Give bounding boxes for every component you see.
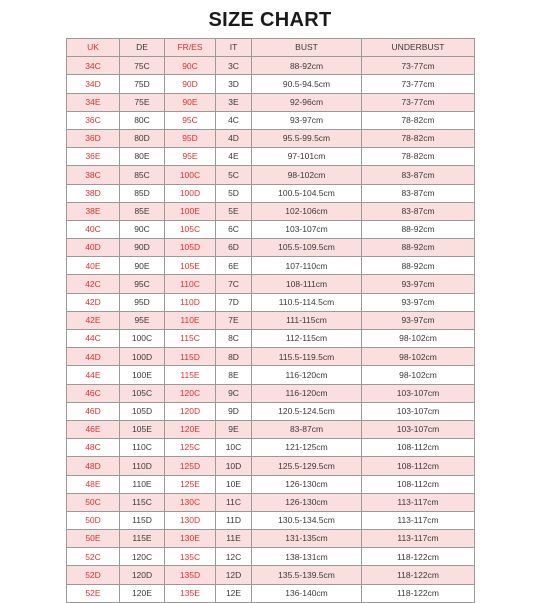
cell-de: 75E <box>120 93 165 111</box>
cell-de: 75D <box>120 75 165 93</box>
header-uk: UK <box>67 39 120 57</box>
cell-it: 6D <box>216 239 252 257</box>
table-row <box>67 493 475 511</box>
cell-underbust: 78-82cm <box>362 148 475 166</box>
cell-underbust: 73-77cm <box>362 93 475 111</box>
cell-uk: 38D <box>67 184 120 202</box>
cell-uk: 34C <box>67 57 120 75</box>
cell-fr-es: 135D <box>165 566 216 584</box>
cell-fr-es: 105E <box>165 257 216 275</box>
cell-uk: 40E <box>67 257 120 275</box>
table-row <box>67 166 475 184</box>
cell-bust: 98-102cm <box>252 166 362 184</box>
cell-it: 11D <box>216 511 252 529</box>
table-row <box>67 530 475 548</box>
cell-bust: 120.5-124.5cm <box>252 402 362 420</box>
cell-bust: 112-115cm <box>252 330 362 348</box>
cell-de: 80D <box>120 129 165 147</box>
cell-bust: 95.5-99.5cm <box>252 129 362 147</box>
cell-uk: 40C <box>67 220 120 238</box>
table-row <box>67 275 475 293</box>
cell-uk: 46D <box>67 402 120 420</box>
cell-it: 12E <box>216 584 252 602</box>
cell-fr-es: 115C <box>165 330 216 348</box>
cell-uk: 42E <box>67 311 120 329</box>
cell-underbust: 93-97cm <box>362 311 475 329</box>
cell-bust: 130.5-134.5cm <box>252 511 362 529</box>
cell-de: 85D <box>120 184 165 202</box>
table-row <box>67 129 475 147</box>
cell-fr-es: 130E <box>165 530 216 548</box>
cell-fr-es: 130C <box>165 493 216 511</box>
cell-bust: 100.5-104.5cm <box>252 184 362 202</box>
cell-bust: 103-107cm <box>252 220 362 238</box>
table-row <box>67 584 475 602</box>
table-row <box>67 57 475 75</box>
table-row <box>67 93 475 111</box>
cell-fr-es: 90D <box>165 75 216 93</box>
cell-fr-es: 95E <box>165 148 216 166</box>
cell-de: 110E <box>120 475 165 493</box>
cell-uk: 46C <box>67 384 120 402</box>
cell-fr-es: 105D <box>165 239 216 257</box>
cell-bust: 110.5-114.5cm <box>252 293 362 311</box>
cell-fr-es: 125E <box>165 475 216 493</box>
cell-fr-es: 110D <box>165 293 216 311</box>
cell-underbust: 118-122cm <box>362 548 475 566</box>
cell-uk: 38C <box>67 166 120 184</box>
cell-it: 7C <box>216 275 252 293</box>
cell-bust: 138-131cm <box>252 548 362 566</box>
table-row <box>67 330 475 348</box>
cell-fr-es: 90C <box>165 57 216 75</box>
header-de: DE <box>120 39 165 57</box>
header-row <box>67 39 475 57</box>
cell-fr-es: 105C <box>165 220 216 238</box>
cell-it: 5C <box>216 166 252 184</box>
cell-underbust: 93-97cm <box>362 293 475 311</box>
cell-de: 105E <box>120 420 165 438</box>
cell-underbust: 113-117cm <box>362 493 475 511</box>
cell-uk: 42C <box>67 275 120 293</box>
cell-de: 115D <box>120 511 165 529</box>
cell-de: 80E <box>120 148 165 166</box>
cell-fr-es: 95C <box>165 111 216 129</box>
table-row <box>67 75 475 93</box>
header-underbust: UNDERBUST <box>362 39 475 57</box>
cell-de: 110D <box>120 457 165 475</box>
cell-bust: 93-97cm <box>252 111 362 129</box>
cell-bust: 92-96cm <box>252 93 362 111</box>
cell-underbust: 113-117cm <box>362 511 475 529</box>
cell-fr-es: 120D <box>165 402 216 420</box>
cell-it: 10D <box>216 457 252 475</box>
cell-uk: 40D <box>67 239 120 257</box>
cell-it: 4E <box>216 148 252 166</box>
cell-it: 6C <box>216 220 252 238</box>
cell-it: 8D <box>216 348 252 366</box>
table-row <box>67 548 475 566</box>
cell-underbust: 103-107cm <box>362 402 475 420</box>
cell-bust: 116-120cm <box>252 366 362 384</box>
table-row <box>67 402 475 420</box>
cell-underbust: 78-82cm <box>362 129 475 147</box>
size-chart-body <box>67 39 475 603</box>
cell-de: 100C <box>120 330 165 348</box>
table-row <box>67 384 475 402</box>
cell-underbust: 118-122cm <box>362 584 475 602</box>
cell-de: 90E <box>120 257 165 275</box>
cell-uk: 52C <box>67 548 120 566</box>
cell-de: 115E <box>120 530 165 548</box>
header-it: IT <box>216 39 252 57</box>
cell-it: 7E <box>216 311 252 329</box>
cell-fr-es: 120E <box>165 420 216 438</box>
cell-underbust: 83-87cm <box>362 166 475 184</box>
cell-uk: 36D <box>67 129 120 147</box>
cell-de: 90D <box>120 239 165 257</box>
cell-uk: 44D <box>67 348 120 366</box>
cell-underbust: 108-112cm <box>362 439 475 457</box>
table-row <box>67 475 475 493</box>
cell-de: 115C <box>120 493 165 511</box>
cell-underbust: 88-92cm <box>362 220 475 238</box>
cell-it: 9D <box>216 402 252 420</box>
cell-it: 5E <box>216 202 252 220</box>
cell-uk: 34D <box>67 75 120 93</box>
cell-de: 85C <box>120 166 165 184</box>
cell-underbust: 83-87cm <box>362 184 475 202</box>
cell-underbust: 78-82cm <box>362 111 475 129</box>
cell-it: 9C <box>216 384 252 402</box>
cell-de: 75C <box>120 57 165 75</box>
page-title: SIZE CHART <box>208 9 332 31</box>
cell-it: 3E <box>216 93 252 111</box>
cell-uk: 50E <box>67 530 120 548</box>
cell-underbust: 73-77cm <box>362 75 475 93</box>
cell-it: 8C <box>216 330 252 348</box>
cell-underbust: 88-92cm <box>362 257 475 275</box>
table-row <box>67 420 475 438</box>
cell-de: 105D <box>120 402 165 420</box>
cell-underbust: 118-122cm <box>362 566 475 584</box>
cell-bust: 126-130cm <box>252 475 362 493</box>
cell-uk: 48D <box>67 457 120 475</box>
cell-underbust: 73-77cm <box>362 57 475 75</box>
cell-it: 12C <box>216 548 252 566</box>
cell-de: 95E <box>120 311 165 329</box>
cell-it: 4D <box>216 129 252 147</box>
cell-uk: 48E <box>67 475 120 493</box>
table-row <box>67 293 475 311</box>
cell-bust: 115.5-119.5cm <box>252 348 362 366</box>
cell-de: 120C <box>120 548 165 566</box>
size-chart-table <box>66 38 475 603</box>
cell-bust: 88-92cm <box>252 57 362 75</box>
cell-bust: 108-111cm <box>252 275 362 293</box>
cell-de: 95D <box>120 293 165 311</box>
cell-uk: 44E <box>67 366 120 384</box>
cell-uk: 42D <box>67 293 120 311</box>
cell-fr-es: 125D <box>165 457 216 475</box>
cell-uk: 48C <box>67 439 120 457</box>
cell-it: 10E <box>216 475 252 493</box>
cell-underbust: 103-107cm <box>362 384 475 402</box>
cell-fr-es: 115D <box>165 348 216 366</box>
header-bust: BUST <box>252 39 362 57</box>
cell-fr-es: 120C <box>165 384 216 402</box>
cell-fr-es: 90E <box>165 93 216 111</box>
cell-uk: 52E <box>67 584 120 602</box>
cell-de: 120E <box>120 584 165 602</box>
table-row <box>67 348 475 366</box>
cell-underbust: 98-102cm <box>362 330 475 348</box>
cell-it: 5D <box>216 184 252 202</box>
table-row <box>67 148 475 166</box>
cell-it: 4C <box>216 111 252 129</box>
cell-uk: 46E <box>67 420 120 438</box>
cell-it: 6E <box>216 257 252 275</box>
cell-underbust: 113-117cm <box>362 530 475 548</box>
table-row <box>67 457 475 475</box>
cell-fr-es: 100C <box>165 166 216 184</box>
cell-it: 3D <box>216 75 252 93</box>
cell-uk: 52D <box>67 566 120 584</box>
cell-uk: 34E <box>67 93 120 111</box>
cell-it: 11C <box>216 493 252 511</box>
cell-fr-es: 100D <box>165 184 216 202</box>
cell-it: 7D <box>216 293 252 311</box>
cell-fr-es: 100E <box>165 202 216 220</box>
cell-fr-es: 115E <box>165 366 216 384</box>
cell-de: 110C <box>120 439 165 457</box>
cell-underbust: 103-107cm <box>362 420 475 438</box>
table-row <box>67 202 475 220</box>
cell-bust: 90.5-94.5cm <box>252 75 362 93</box>
cell-fr-es: 130D <box>165 511 216 529</box>
cell-underbust: 88-92cm <box>362 239 475 257</box>
cell-de: 90C <box>120 220 165 238</box>
table-row <box>67 366 475 384</box>
cell-it: 8E <box>216 366 252 384</box>
table-row <box>67 311 475 329</box>
cell-it: 11E <box>216 530 252 548</box>
table-row <box>67 439 475 457</box>
cell-fr-es: 135E <box>165 584 216 602</box>
cell-bust: 125.5-129.5cm <box>252 457 362 475</box>
cell-bust: 107-110cm <box>252 257 362 275</box>
cell-bust: 102-106cm <box>252 202 362 220</box>
table-row <box>67 220 475 238</box>
cell-fr-es: 125C <box>165 439 216 457</box>
cell-underbust: 98-102cm <box>362 348 475 366</box>
cell-it: 10C <box>216 439 252 457</box>
table-row <box>67 511 475 529</box>
cell-underbust: 98-102cm <box>362 366 475 384</box>
table-row <box>67 111 475 129</box>
cell-bust: 97-101cm <box>252 148 362 166</box>
cell-de: 80C <box>120 111 165 129</box>
cell-uk: 36C <box>67 111 120 129</box>
cell-uk: 36E <box>67 148 120 166</box>
cell-it: 12D <box>216 566 252 584</box>
cell-uk: 50C <box>67 493 120 511</box>
table-row <box>67 239 475 257</box>
cell-de: 120D <box>120 566 165 584</box>
cell-bust: 135.5-139.5cm <box>252 566 362 584</box>
table-row <box>67 257 475 275</box>
cell-de: 105C <box>120 384 165 402</box>
cell-it: 9E <box>216 420 252 438</box>
cell-fr-es: 95D <box>165 129 216 147</box>
table-row <box>67 184 475 202</box>
cell-underbust: 83-87cm <box>362 202 475 220</box>
cell-bust: 136-140cm <box>252 584 362 602</box>
cell-fr-es: 110C <box>165 275 216 293</box>
cell-de: 85E <box>120 202 165 220</box>
cell-bust: 83-87cm <box>252 420 362 438</box>
cell-bust: 121-125cm <box>252 439 362 457</box>
cell-uk: 50D <box>67 511 120 529</box>
cell-de: 100D <box>120 348 165 366</box>
cell-bust: 131-135cm <box>252 530 362 548</box>
cell-uk: 44C <box>67 330 120 348</box>
cell-de: 100E <box>120 366 165 384</box>
cell-underbust: 108-112cm <box>362 475 475 493</box>
cell-de: 95C <box>120 275 165 293</box>
cell-bust: 126-130cm <box>252 493 362 511</box>
cell-bust: 116-120cm <box>252 384 362 402</box>
header-fr-es: FR/ES <box>165 39 216 57</box>
cell-fr-es: 110E <box>165 311 216 329</box>
table-row <box>67 566 475 584</box>
cell-bust: 105.5-109.5cm <box>252 239 362 257</box>
cell-underbust: 93-97cm <box>362 275 475 293</box>
cell-fr-es: 135C <box>165 548 216 566</box>
cell-bust: 111-115cm <box>252 311 362 329</box>
cell-uk: 38E <box>67 202 120 220</box>
cell-it: 3C <box>216 57 252 75</box>
cell-underbust: 108-112cm <box>362 457 475 475</box>
